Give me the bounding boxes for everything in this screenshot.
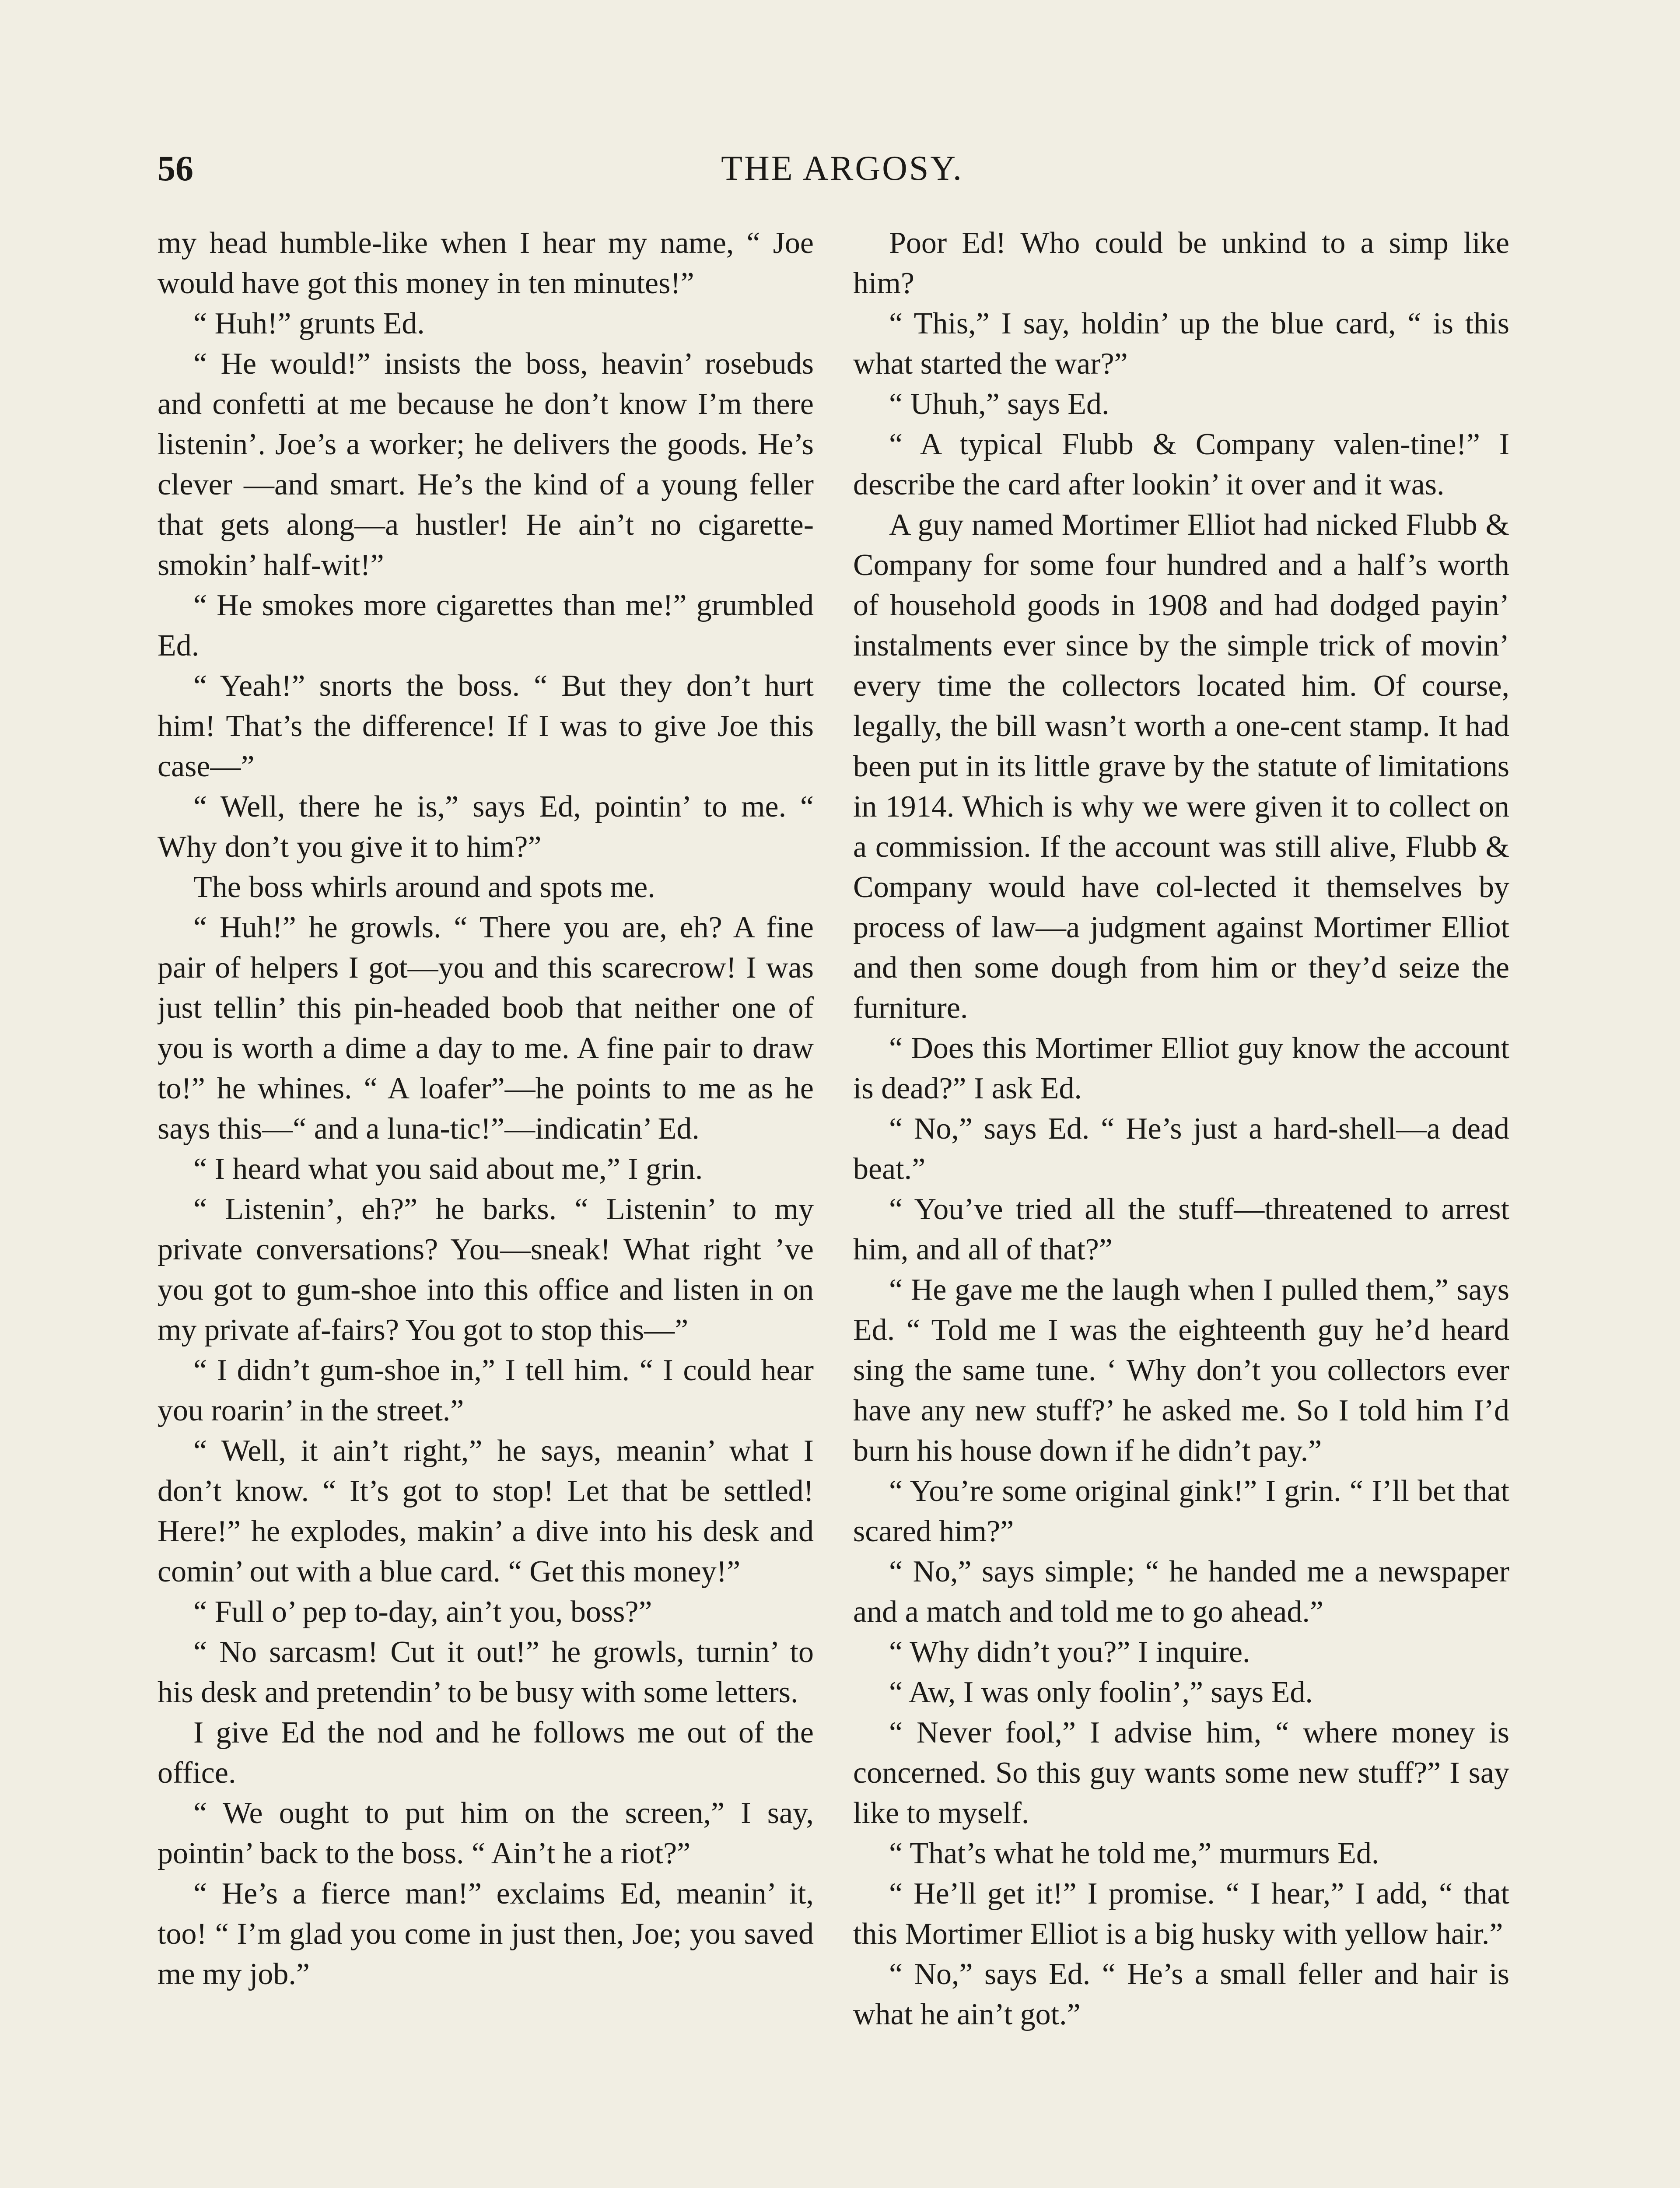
paragraph: I give Ed the nod and he follows me out of the office. — [158, 1716, 814, 1790]
paragraph: my head humble-like when I hear my name, “ Joe would have got this money in ten minutes!” — [158, 226, 814, 300]
paragraph: “ Yeah!” snorts the boss. “ But they don’t hurt him! That’s the difference! If I was to give Joe this case—” — [158, 669, 814, 783]
paragraph: “ He smokes more cigarettes than me!” grumbled Ed. — [158, 589, 814, 663]
paragraph: “ We ought to put him on the screen,” I say, pointin’ back to the boss. “ Ain’t he a riot?” — [158, 1796, 814, 1870]
paragraph: “ You’re some original gink!” I grin. “ I’ll bet that scared him?” — [853, 1474, 1509, 1548]
paragraph: “ Uhuh,” says Ed. — [889, 387, 1110, 421]
paragraph: “ A typical Flubb & Company valen-tine!” I describe the card after lookin’ it over and it was. — [853, 428, 1509, 501]
paragraph: A guy named Mortimer Elliot had nicked Flubb & Company for some four hundred and a half’s worth of household goods in 1908 and had dodged payin’ instalments ever since by the simple trick of movin’ every time the collectors located him. Of course, legally, the bill wasn’t worth a one-cent stamp. It had been put in its little grave by the statute of limitations in 1914. Which is why we were given it to collect on a commission. If the account was still alive, Flubb & Company would have col-lected it themselves by process of law—a judgment against Mortimer Elliot and then some dough from him or they’d seize the furniture. — [853, 508, 1509, 1025]
paragraph: “ No sarcasm! Cut it out!” he growls, turnin’ to his desk and pretendin’ to be busy with some letters. — [158, 1635, 814, 1709]
paragraph: “ Why didn’t you?” I inquire. — [889, 1635, 1250, 1669]
paragraph: “ This,” I say, holdin’ up the blue card, “ is this what started the war?” — [853, 307, 1509, 381]
running-title: THE ARGOSY. — [721, 149, 963, 188]
paragraph: “ He gave me the laugh when I pulled them,” says Ed. “ Told me I was the eighteenth guy he’d heard sing the same tune. ‘ Why don’t you collectors ever have any new stuff?’ he asked me. So I told him I’d burn his house down if he didn’t pay.” — [853, 1273, 1509, 1468]
paragraph: “ Never fool,” I advise him, “ where money is concerned. So this guy wants some new stuff?” I say like to myself. — [853, 1716, 1509, 1830]
paragraph: The boss whirls around and spots me. — [193, 870, 655, 904]
right-column — [853, 223, 1509, 2188]
paragraph: “ No,” says Ed. “ He’s just a hard-shell—a dead beat.” — [853, 1112, 1509, 1186]
paragraph: “ That’s what he told me,” murmurs Ed. — [889, 1837, 1379, 1870]
paragraph: “ He’s a fierce man!” exclaims Ed, meanin’ it, too! “ I’m glad you come in just then, Joe; you saved me my job.” — [158, 1877, 814, 1991]
paragraph: “ Well, it ain’t right,” he says, meanin’ what I don’t know. “ It’s got to stop! Let that be settled! Here!” he explodes, makin’ a dive into his desk and comin’ out with a blue card. “ Get this money!” — [158, 1434, 814, 1588]
paragraph: “ Well, there he is,” says Ed, pointin’ to me. “ Why don’t you give it to him?” — [158, 790, 814, 864]
paragraph: “ Full o’ pep to-day, ain’t you, boss?” — [193, 1595, 652, 1629]
paragraph: “ I didn’t gum-shoe in,” I tell him. “ I could hear you roarin’ in the street.” — [158, 1353, 814, 1427]
paragraph: “ No,” says Ed. “ He’s a small feller and hair is what he ain’t got.” — [853, 1957, 1509, 2031]
paragraph: “ Does this Mortimer Elliot guy know the account is dead?” I ask Ed. — [853, 1031, 1509, 1105]
paragraph: “ He would!” insists the boss, heavin’ rosebuds and confetti at me because he don’t know I’m there listenin’. Joe’s a worker; he delivers the goods. He’s clever —and smart. He’s the kind of a young feller that gets along—a hustler! He ain’t no cigarette-smokin’ half-wit!” — [158, 347, 814, 582]
paragraph: Poor Ed! Who could be unkind to a simp like him? — [853, 226, 1509, 300]
paragraph: “ No,” says simple; “ he handed me a newspaper and a match and told me to go ahead.” — [853, 1555, 1509, 1629]
paragraph: “ Aw, I was only foolin’,” says Ed. — [889, 1676, 1313, 1709]
page-header — [158, 144, 1527, 193]
left-column — [158, 223, 814, 2188]
paragraph: “ Listenin’, eh?” he barks. “ Listenin’ to my private conversations? You—sneak! What right ’ve you got to gum-shoe into this office and listen in on my private af-fairs? You got to stop this—” — [158, 1192, 814, 1347]
paragraph: “ I heard what you said about me,” I grin. — [193, 1152, 703, 1186]
page-number: 56 — [158, 148, 193, 188]
paragraph: “ He’ll get it!” I promise. “ I hear,” I add, “ that this Mortimer Elliot is a big husky with yellow hair.” — [853, 1877, 1509, 1951]
paragraph: “ Huh!” he growls. “ There you are, eh? A fine pair of helpers I got—you and this scarecrow! I was just tellin’ this pin-headed boob that neither one of you is worth a dime a day to me. A fine pair to draw to!” he whines. “ A loafer”—he points to me as he says this—“ and a luna-tic!”—indicatin’ Ed. — [158, 911, 814, 1146]
paragraph: “ You’ve tried all the stuff—threatened to arrest him, and all of that?” — [853, 1192, 1509, 1266]
paragraph: “ Huh!” grunts Ed. — [193, 307, 425, 340]
